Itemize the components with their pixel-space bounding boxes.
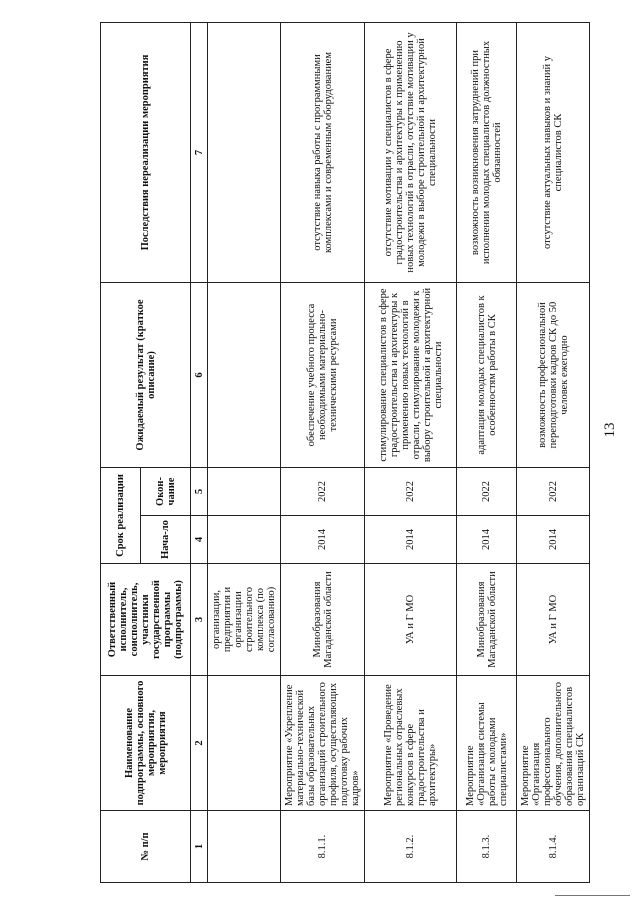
table-row <box>457 23 517 883</box>
table-row <box>281 23 365 883</box>
table-row <box>365 23 457 883</box>
row-consequences: отсутствие актуальных навыков и знаний у специалистов СК <box>517 23 590 283</box>
row-consequences: отсутствие навыка работы с программными комплексами и современным оборудованием <box>281 23 365 283</box>
table-row <box>208 23 281 883</box>
table-row <box>517 23 590 883</box>
column-number: 6 <box>191 283 208 468</box>
header-executor: Ответственный исполнитель, соисполнитель, участники государственной программы (подпрограммы) <box>101 564 191 676</box>
row-result <box>208 283 281 468</box>
row-executor: Минобразования Магаданской области <box>281 564 365 676</box>
table-header <box>101 23 191 883</box>
page-number: 13 <box>602 422 618 438</box>
header-no: № п/п <box>101 811 191 883</box>
column-number: 7 <box>191 23 208 283</box>
header-end: Окон-чание <box>141 468 191 516</box>
row-name: Мероприятие «Организация профессионального обучения, дополнительного образования специалистов организаций СК <box>517 676 590 811</box>
row-start: 2014 <box>457 516 517 564</box>
row-no: 8.1.3. <box>457 811 517 883</box>
row-name <box>208 676 281 811</box>
row-name: Мероприятие «Проведение региональных отраслевых конкурсов в сфере градостроительства и архитектуры» <box>365 676 457 811</box>
column-number-row <box>191 23 208 883</box>
row-consequences: отсутствие мотивации у специалистов в сфере градостроительства и архитектуры к применению новых технологий в отрасли, отсутствие мотивации у молодежи в выборе строительной и архитектурной специальности <box>365 23 457 283</box>
footer-rule <box>555 895 630 896</box>
row-no: 8.1.1. <box>281 811 365 883</box>
row-result: адаптация молодых специалистов к особенностям работы в СК <box>457 283 517 468</box>
column-number: 4 <box>191 516 208 564</box>
row-executor: УА и Г МО <box>365 564 457 676</box>
row-end: 2022 <box>281 468 365 516</box>
header-result: Ожидаемый результат (краткое описание) <box>101 283 191 468</box>
measures-table <box>100 22 590 883</box>
row-end <box>208 468 281 516</box>
header-name: Наименование подпрограммы, основного мероприятия, мероприятия <box>101 676 191 811</box>
row-name: Мероприятие «Организация системы работы с молодыми специалистами» <box>457 676 517 811</box>
row-end: 2022 <box>517 468 590 516</box>
row-result: возможность профессиональной переподготовки кадров СК до 50 человек ежегодно <box>517 283 590 468</box>
row-no: 8.1.4. <box>517 811 590 883</box>
rotated-table-container <box>100 23 586 883</box>
row-executor: Минобразования Магаданской области <box>457 564 517 676</box>
row-executor: УА и Г МО <box>517 564 590 676</box>
row-start: 2014 <box>281 516 365 564</box>
row-name: Мероприятие «Укрепление материально-технической базы образовательных организаций строительного профиля, осуществляющих подготовку рабочих кадров» <box>281 676 365 811</box>
row-start: 2014 <box>365 516 457 564</box>
row-result: стимулирование специалистов в сфере градостроительства и архитектуры к применению новых технологий в отрасли, стимулирование молодежи к выбору строительной и архитектурной специальности <box>365 283 457 468</box>
row-consequences: возможность возникновения затруднений при исполнении молодых специалистов должностных обязанностей <box>457 23 517 283</box>
row-end: 2022 <box>457 468 517 516</box>
column-number: 5 <box>191 468 208 516</box>
row-no <box>208 811 281 883</box>
column-number: 1 <box>191 811 208 883</box>
row-no: 8.1.2. <box>365 811 457 883</box>
column-number: 2 <box>191 676 208 811</box>
header-start: Нача-ло <box>141 516 191 564</box>
row-consequences <box>208 23 281 283</box>
row-end: 2022 <box>365 468 457 516</box>
header-term: Срок реализации <box>101 468 141 564</box>
row-executor: организации, предприятия и организации строительного комплекса (по согласованию) <box>208 564 281 676</box>
header-consequences: Последствия нереализации мероприятия <box>101 23 191 283</box>
row-result: обеспечение учебного процесса необходимыми материально-техническими ресурсами <box>281 283 365 468</box>
column-number: 3 <box>191 564 208 676</box>
row-start <box>208 516 281 564</box>
row-start: 2014 <box>517 516 590 564</box>
